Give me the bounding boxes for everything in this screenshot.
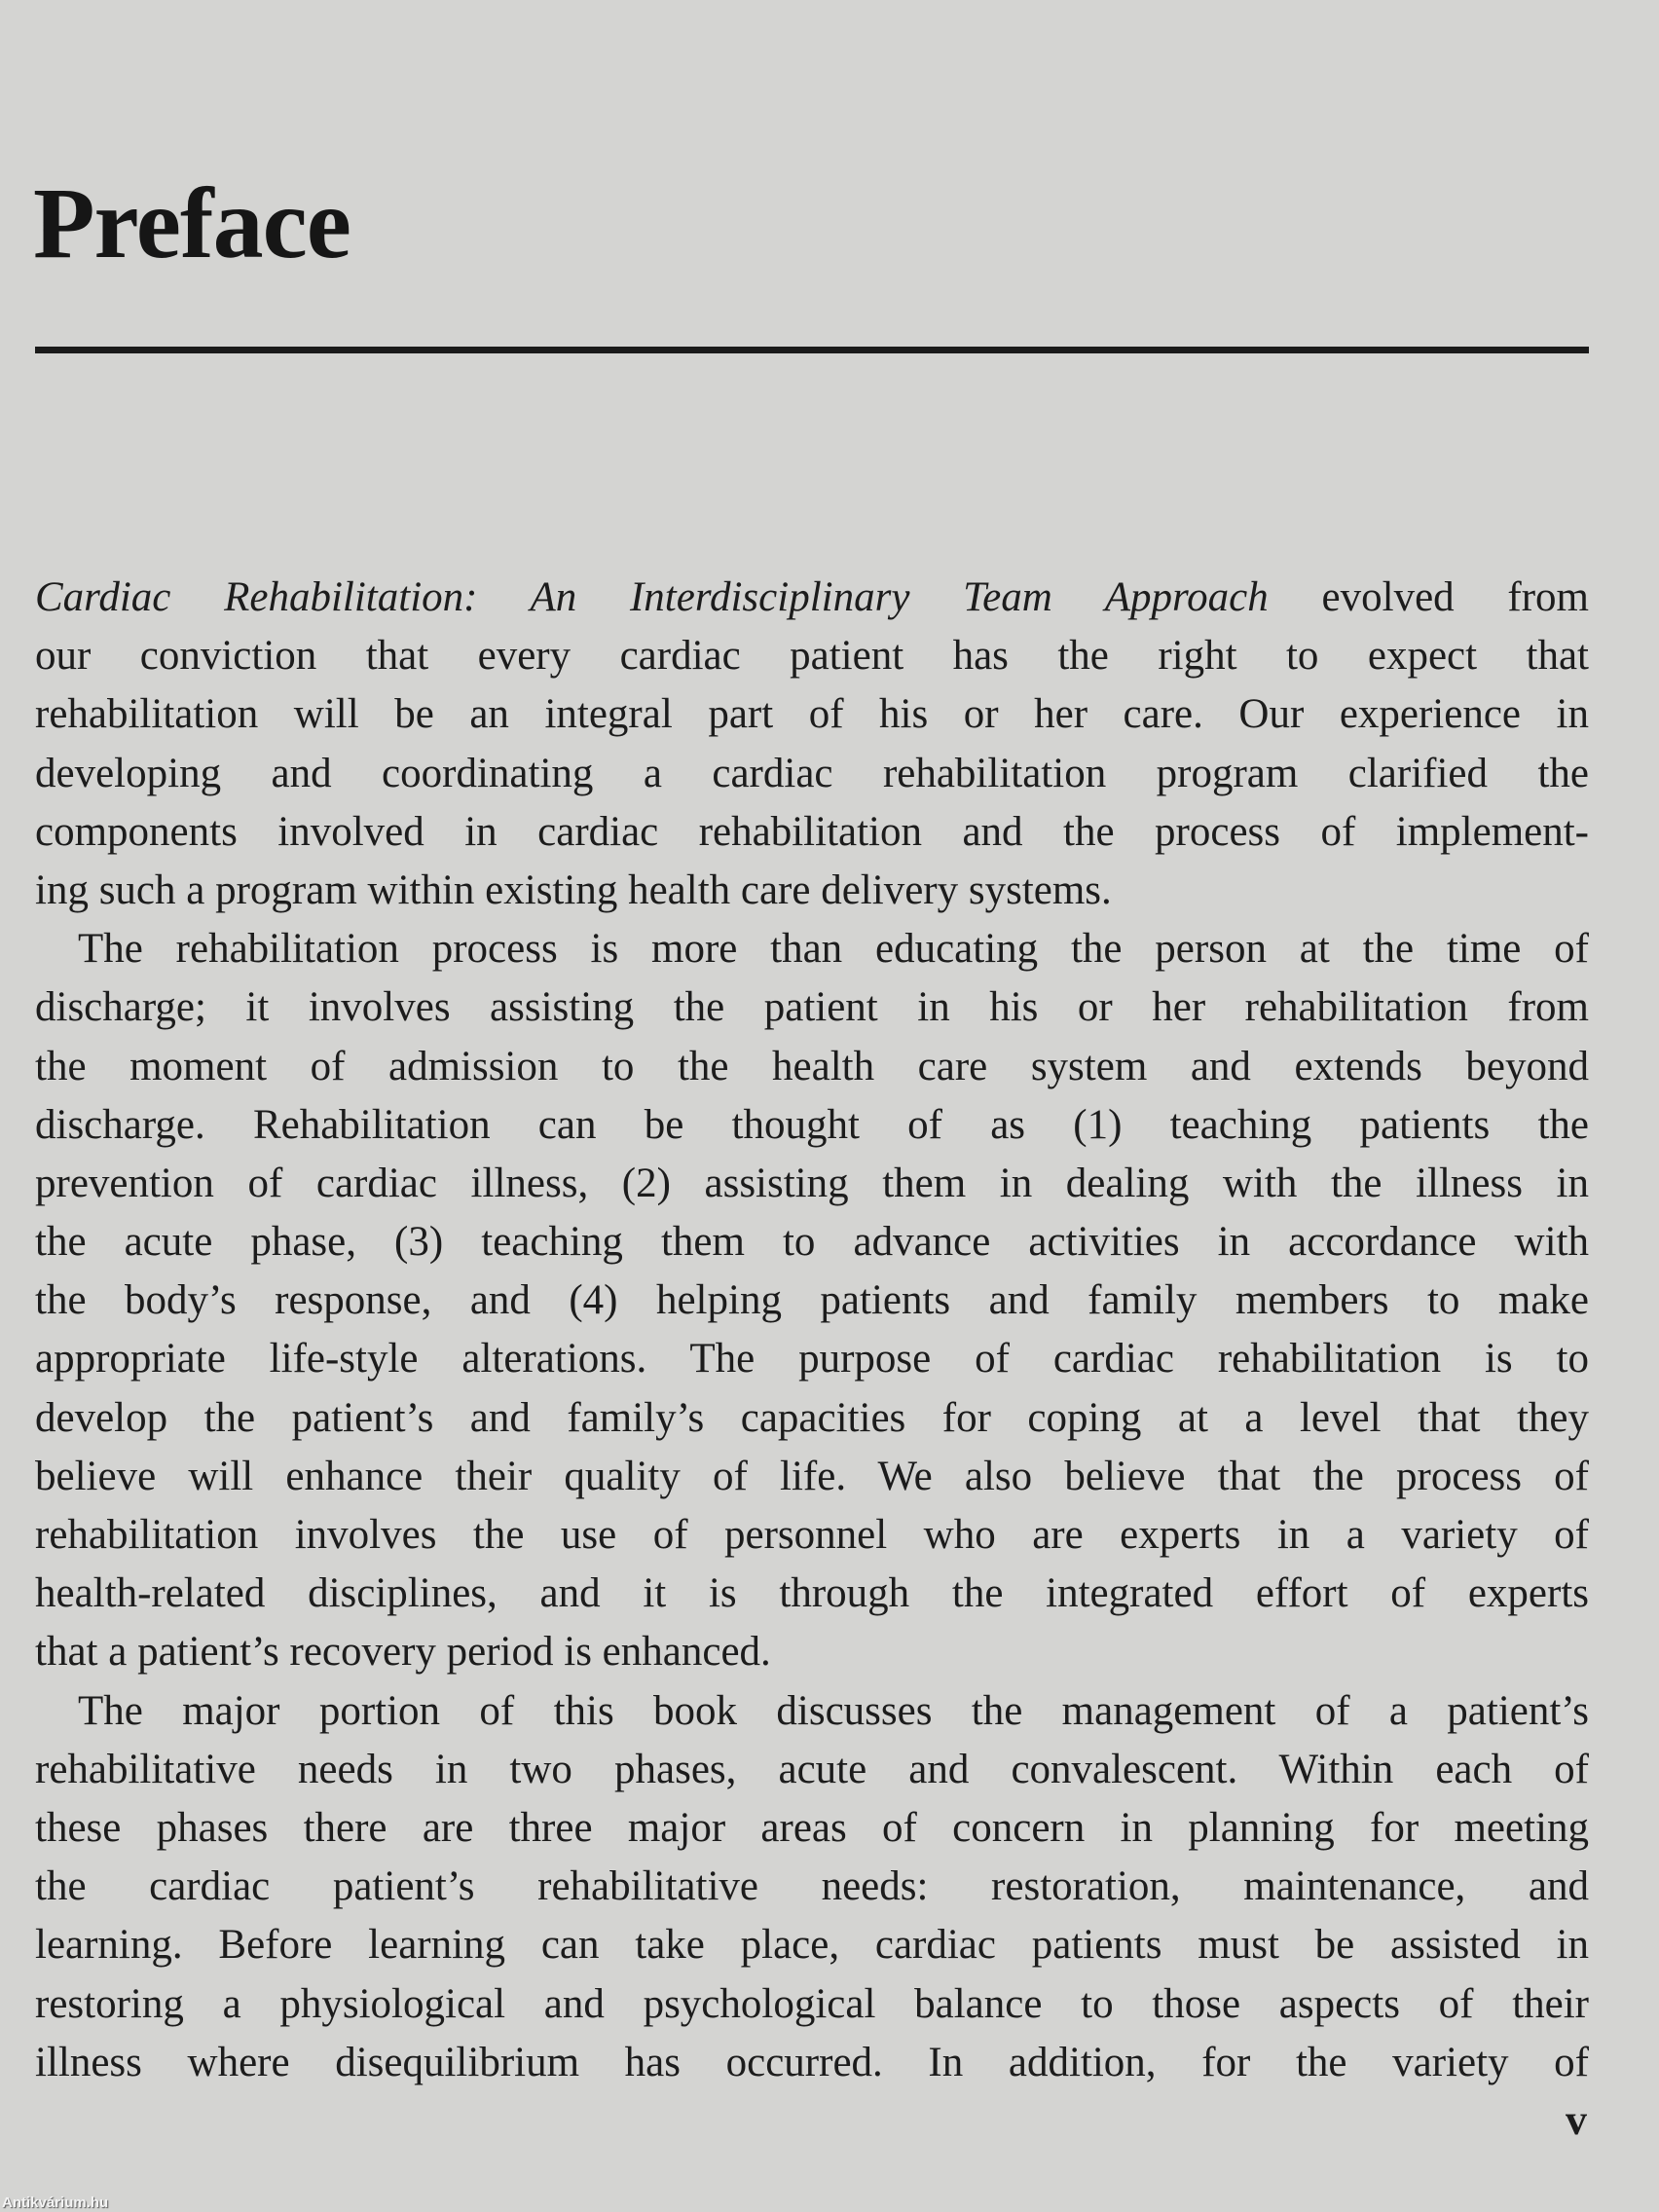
text-line: discharge. Rehabilitation can be thought of as (1) teaching patients the <box>35 1101 1589 1148</box>
text-line: rehabilitative needs in two phases, acute and convalescent. Within each of <box>35 1746 1589 1792</box>
page-title: Preface <box>33 167 350 279</box>
preface-body <box>35 569 1589 2092</box>
title-rule <box>35 347 1589 353</box>
text-line: believe will enhance their quality of life. We also believe that the process of <box>35 1453 1589 1499</box>
text-line: the cardiac patient’s rehabilitative needs: restoration, maintenance, and <box>35 1863 1589 1910</box>
text-line: health-related disciplines, and it is through the integrated effort of experts <box>35 1570 1589 1617</box>
text-line: discharge; it involves assisting the patient in his or her rehabilitation from <box>35 984 1589 1031</box>
text-line: that a patient’s recovery period is enhanced. <box>35 1629 771 1676</box>
book-title: Cardiac Rehabilitation: An Interdisciplinary Team Approach <box>35 574 1269 620</box>
text-line: appropriate life-style alterations. The purpose of cardiac rehabilitation is to <box>35 1336 1589 1382</box>
text-line: our conviction that every cardiac patient has the right to expect that <box>35 633 1589 680</box>
text-line: the acute phase, (3) teaching them to advance activities in accordance with <box>35 1219 1589 1266</box>
text-line: restoring a physiological and psychological balance to those aspects of their <box>35 1980 1589 2027</box>
text-line: illness where disequilibrium has occurred. In addition, for the variety of <box>35 2039 1589 2085</box>
watermark: Antikvárium.hu <box>2 2194 109 2211</box>
page-number: v <box>1566 2096 1587 2144</box>
text-line: The rehabilitation process is more than educating the person at the time of <box>78 926 1589 973</box>
text-line: develop the patient’s and family’s capacities for coping at a level that they <box>35 1394 1589 1441</box>
text-fragment: evolved from <box>1268 574 1589 620</box>
text-line: rehabilitation involves the use of personnel who are experts in a variety of <box>35 1512 1589 1558</box>
text-line: the moment of admission to the health care system and extends beyond <box>35 1043 1589 1089</box>
text-line: prevention of cardiac illness, (2) assisting them in dealing with the illness in <box>35 1160 1589 1206</box>
text-line: rehabilitation will be an integral part of his or her care. Our experience in <box>35 691 1589 738</box>
text-line: the body’s response, and (4) helping patients and family members to make <box>35 1277 1589 1324</box>
text-line <box>35 569 1589 627</box>
text-line: The major portion of this book discusses the management of a patient’s <box>78 1687 1589 1734</box>
text-line: these phases there are three major areas of concern in planning for meeting <box>35 1804 1589 1851</box>
text-line: developing and coordinating a cardiac rehabilitation program clarified the <box>35 750 1589 796</box>
text-line: learning. Before learning can take place, cardiac patients must be assisted in <box>35 1922 1589 1969</box>
text-line: ing such a program within existing health care delivery systems. <box>35 866 1112 913</box>
text-line: components involved in cardiac rehabilitation and the process of implement- <box>35 808 1589 855</box>
